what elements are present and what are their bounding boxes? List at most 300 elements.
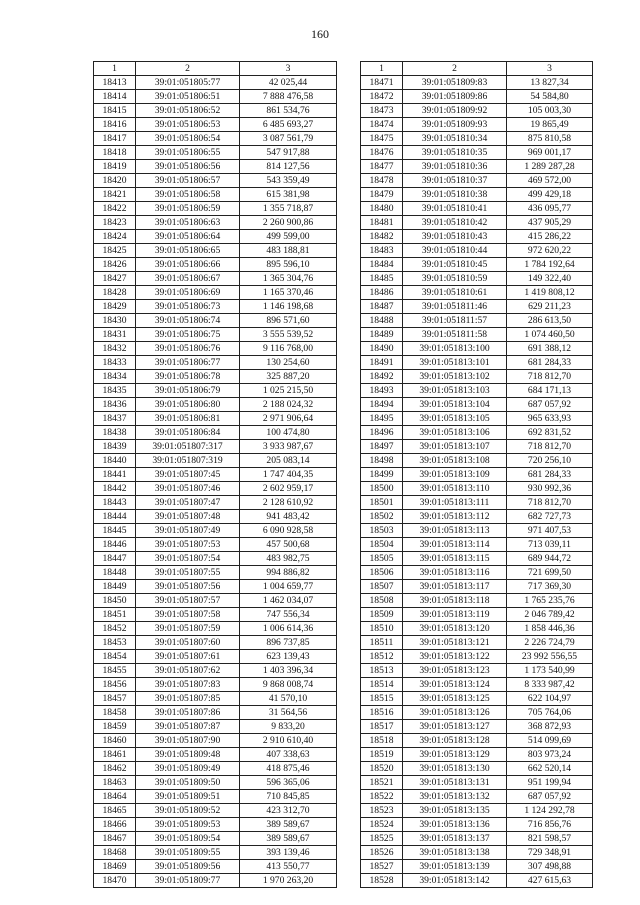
table-row <box>94 286 337 300</box>
value-cell: 1 747 404,35 <box>240 468 337 482</box>
row-number-cell: 18429 <box>94 300 136 314</box>
table-row <box>94 160 337 174</box>
value-cell: 1 173 540,99 <box>507 664 593 678</box>
cadastral-number-cell: 39:01:051813:121 <box>403 636 507 650</box>
cadastral-number-cell: 39:01:051809:50 <box>136 776 240 790</box>
row-number-cell: 18433 <box>94 356 136 370</box>
row-number-cell: 18455 <box>94 664 136 678</box>
value-cell: 469 572,00 <box>507 174 593 188</box>
cadastral-number-cell: 39:01:051807:49 <box>136 524 240 538</box>
table-row <box>94 510 337 524</box>
row-number-cell: 18522 <box>361 790 403 804</box>
left-data-table <box>93 61 337 888</box>
value-cell: 457 500,68 <box>240 538 337 552</box>
value-cell: 662 520,14 <box>507 762 593 776</box>
value-cell: 9 868 008,74 <box>240 678 337 692</box>
cadastral-number-cell: 39:01:051806:54 <box>136 132 240 146</box>
row-number-cell: 18453 <box>94 636 136 650</box>
cadastral-number-cell: 39:01:051807:45 <box>136 468 240 482</box>
table-row <box>361 566 593 580</box>
column-header-1: 1 <box>94 62 136 76</box>
row-number-cell: 18506 <box>361 566 403 580</box>
value-cell: 2 602 959,17 <box>240 482 337 496</box>
value-cell: 7 888 476,58 <box>240 90 337 104</box>
cadastral-number-cell: 39:01:051806:58 <box>136 188 240 202</box>
row-number-cell: 18442 <box>94 482 136 496</box>
value-cell: 499 429,18 <box>507 188 593 202</box>
table-row <box>94 706 337 720</box>
cadastral-number-cell: 39:01:051807:54 <box>136 552 240 566</box>
row-number-cell: 18423 <box>94 216 136 230</box>
row-number-cell: 18487 <box>361 300 403 314</box>
row-number-cell: 18481 <box>361 216 403 230</box>
row-number-cell: 18473 <box>361 104 403 118</box>
row-number-cell: 18474 <box>361 118 403 132</box>
value-cell: 1 074 460,50 <box>507 328 593 342</box>
value-cell: 895 596,10 <box>240 258 337 272</box>
row-number-cell: 18431 <box>94 328 136 342</box>
row-number-cell: 18432 <box>94 342 136 356</box>
cadastral-number-cell: 39:01:051813:125 <box>403 692 507 706</box>
table-row <box>361 608 593 622</box>
value-cell: 629 211,23 <box>507 300 593 314</box>
value-cell: 514 099,69 <box>507 734 593 748</box>
row-number-cell: 18498 <box>361 454 403 468</box>
row-number-cell: 18477 <box>361 160 403 174</box>
table-row <box>361 272 593 286</box>
table-row <box>361 524 593 538</box>
value-cell: 1 403 396,34 <box>240 664 337 678</box>
row-number-cell: 18417 <box>94 132 136 146</box>
row-number-cell: 18452 <box>94 622 136 636</box>
value-cell: 483 982,75 <box>240 552 337 566</box>
value-cell: 692 831,52 <box>507 426 593 440</box>
table-row <box>361 636 593 650</box>
value-cell: 1 858 446,36 <box>507 622 593 636</box>
table-row <box>361 454 593 468</box>
cadastral-number-cell: 39:01:051806:73 <box>136 300 240 314</box>
value-cell: 3 933 987,67 <box>240 440 337 454</box>
table-row <box>94 748 337 762</box>
row-number-cell: 18490 <box>361 342 403 356</box>
row-number-cell: 18508 <box>361 594 403 608</box>
row-number-cell: 18464 <box>94 790 136 804</box>
cadastral-number-cell: 39:01:051809:86 <box>403 90 507 104</box>
value-cell: 149 322,40 <box>507 272 593 286</box>
cadastral-number-cell: 39:01:051807:48 <box>136 510 240 524</box>
table-row <box>94 146 337 160</box>
table-row <box>94 566 337 580</box>
table-row <box>361 818 593 832</box>
row-number-cell: 18491 <box>361 356 403 370</box>
table-row <box>361 328 593 342</box>
value-cell: 54 584,80 <box>507 90 593 104</box>
table-row <box>94 314 337 328</box>
table-row <box>361 482 593 496</box>
value-cell: 615 381,98 <box>240 188 337 202</box>
cadastral-number-cell: 39:01:051809:54 <box>136 832 240 846</box>
row-number-cell: 18424 <box>94 230 136 244</box>
value-cell: 31 564,56 <box>240 706 337 720</box>
table-row <box>361 552 593 566</box>
table-row <box>361 860 593 874</box>
value-cell: 718 812,70 <box>507 370 593 384</box>
cadastral-number-cell: 39:01:051810:34 <box>403 132 507 146</box>
value-cell: 41 570,10 <box>240 692 337 706</box>
value-cell: 368 872,93 <box>507 720 593 734</box>
table-row <box>361 216 593 230</box>
row-number-cell: 18515 <box>361 692 403 706</box>
value-cell: 994 886,82 <box>240 566 337 580</box>
row-number-cell: 18440 <box>94 454 136 468</box>
row-number-cell: 18418 <box>94 146 136 160</box>
table-row <box>361 398 593 412</box>
value-cell: 8 333 987,42 <box>507 678 593 692</box>
row-number-cell: 18468 <box>94 846 136 860</box>
column-header-3: 3 <box>507 62 593 76</box>
table-row <box>94 692 337 706</box>
value-cell: 941 483,42 <box>240 510 337 524</box>
row-number-cell: 18513 <box>361 664 403 678</box>
value-cell: 2 128 610,92 <box>240 496 337 510</box>
cadastral-number-cell: 39:01:051806:74 <box>136 314 240 328</box>
value-cell: 2 971 906,64 <box>240 412 337 426</box>
value-cell: 2 046 789,42 <box>507 608 593 622</box>
row-number-cell: 18518 <box>361 734 403 748</box>
table-row <box>361 846 593 860</box>
value-cell: 717 369,30 <box>507 580 593 594</box>
cadastral-number-cell: 39:01:051806:79 <box>136 384 240 398</box>
cadastral-number-cell: 39:01:051813:112 <box>403 510 507 524</box>
table-row <box>94 860 337 874</box>
cadastral-number-cell: 39:01:051807:56 <box>136 580 240 594</box>
row-number-cell: 18434 <box>94 370 136 384</box>
row-number-cell: 18459 <box>94 720 136 734</box>
table-header-row <box>361 62 593 76</box>
value-cell: 2 226 724,79 <box>507 636 593 650</box>
value-cell: 437 905,29 <box>507 216 593 230</box>
table-row <box>94 370 337 384</box>
table-row <box>94 76 337 90</box>
table-row <box>361 314 593 328</box>
cadastral-number-cell: 39:01:051813:135 <box>403 804 507 818</box>
cadastral-number-cell: 39:01:051806:76 <box>136 342 240 356</box>
table-row <box>361 160 593 174</box>
table-row <box>361 678 593 692</box>
row-number-cell: 18444 <box>94 510 136 524</box>
cadastral-number-cell: 39:01:051806:51 <box>136 90 240 104</box>
value-cell: 1 355 718,87 <box>240 202 337 216</box>
cadastral-number-cell: 39:01:051813:119 <box>403 608 507 622</box>
cadastral-number-cell: 39:01:051813:111 <box>403 496 507 510</box>
table-row <box>361 286 593 300</box>
cadastral-number-cell: 39:01:051807:61 <box>136 650 240 664</box>
table-row <box>94 188 337 202</box>
table-row <box>361 258 593 272</box>
value-cell: 499 599,00 <box>240 230 337 244</box>
value-cell: 325 887,20 <box>240 370 337 384</box>
value-cell: 205 083,14 <box>240 454 337 468</box>
right-data-table <box>360 61 593 888</box>
table-row <box>361 622 593 636</box>
table-row <box>94 202 337 216</box>
cadastral-number-cell: 39:01:051813:107 <box>403 440 507 454</box>
value-cell: 623 139,43 <box>240 650 337 664</box>
cadastral-number-cell: 39:01:051813:137 <box>403 832 507 846</box>
value-cell: 1 365 304,76 <box>240 272 337 286</box>
cadastral-number-cell: 39:01:051807:90 <box>136 734 240 748</box>
table-row <box>94 272 337 286</box>
row-number-cell: 18454 <box>94 650 136 664</box>
table-row <box>94 398 337 412</box>
value-cell: 821 598,57 <box>507 832 593 846</box>
cadastral-number-cell: 39:01:051813:139 <box>403 860 507 874</box>
value-cell: 622 104,97 <box>507 692 593 706</box>
cadastral-number-cell: 39:01:051810:45 <box>403 258 507 272</box>
cadastral-number-cell: 39:01:051805:77 <box>136 76 240 90</box>
value-cell: 687 057,92 <box>507 398 593 412</box>
cadastral-number-cell: 39:01:051806:84 <box>136 426 240 440</box>
row-number-cell: 18485 <box>361 272 403 286</box>
cadastral-number-cell: 39:01:051807:47 <box>136 496 240 510</box>
table-row <box>361 174 593 188</box>
cadastral-number-cell: 39:01:051807:62 <box>136 664 240 678</box>
row-number-cell: 18519 <box>361 748 403 762</box>
table-row <box>361 790 593 804</box>
value-cell: 1 765 235,76 <box>507 594 593 608</box>
page-number: 160 <box>311 27 329 41</box>
cadastral-number-cell: 39:01:051806:77 <box>136 356 240 370</box>
value-cell: 100 474,80 <box>240 426 337 440</box>
cadastral-number-cell: 39:01:051810:43 <box>403 230 507 244</box>
row-number-cell: 18489 <box>361 328 403 342</box>
cadastral-number-cell: 39:01:051813:100 <box>403 342 507 356</box>
value-cell: 6 485 693,27 <box>240 118 337 132</box>
cadastral-number-cell: 39:01:051813:114 <box>403 538 507 552</box>
value-cell: 9 116 768,00 <box>240 342 337 356</box>
cadastral-number-cell: 39:01:051813:136 <box>403 818 507 832</box>
value-cell: 547 917,88 <box>240 146 337 160</box>
cadastral-number-cell: 39:01:051807:57 <box>136 594 240 608</box>
cadastral-number-cell: 39:01:051809:52 <box>136 804 240 818</box>
cadastral-number-cell: 39:01:051813:101 <box>403 356 507 370</box>
cadastral-number-cell: 39:01:051807:55 <box>136 566 240 580</box>
row-number-cell: 18505 <box>361 552 403 566</box>
cadastral-number-cell: 39:01:051806:53 <box>136 118 240 132</box>
value-cell: 3 555 539,52 <box>240 328 337 342</box>
row-number-cell: 18497 <box>361 440 403 454</box>
cadastral-number-cell: 39:01:051806:65 <box>136 244 240 258</box>
cadastral-number-cell: 39:01:051806:59 <box>136 202 240 216</box>
cadastral-number-cell: 39:01:051813:138 <box>403 846 507 860</box>
table-row <box>94 846 337 860</box>
value-cell: 1 165 370,46 <box>240 286 337 300</box>
table-row <box>361 720 593 734</box>
table-row <box>94 132 337 146</box>
value-cell: 1 004 659,77 <box>240 580 337 594</box>
cadastral-number-cell: 39:01:051813:126 <box>403 706 507 720</box>
table-row <box>94 174 337 188</box>
cadastral-number-cell: 39:01:051807:317 <box>136 440 240 454</box>
table-row <box>94 384 337 398</box>
table-row <box>94 468 337 482</box>
cadastral-number-cell: 39:01:051813:127 <box>403 720 507 734</box>
table-row <box>94 804 337 818</box>
value-cell: 415 286,22 <box>507 230 593 244</box>
row-number-cell: 18496 <box>361 426 403 440</box>
value-cell: 691 388,12 <box>507 342 593 356</box>
table-row <box>361 356 593 370</box>
row-number-cell: 18510 <box>361 622 403 636</box>
value-cell: 2 910 610,40 <box>240 734 337 748</box>
table-row <box>94 734 337 748</box>
row-number-cell: 18501 <box>361 496 403 510</box>
table-row <box>94 650 337 664</box>
row-number-cell: 18426 <box>94 258 136 272</box>
row-number-cell: 18457 <box>94 692 136 706</box>
row-number-cell: 18436 <box>94 398 136 412</box>
row-number-cell: 18503 <box>361 524 403 538</box>
cadastral-number-cell: 39:01:051813:117 <box>403 580 507 594</box>
cadastral-number-cell: 39:01:051810:41 <box>403 202 507 216</box>
table-row <box>94 104 337 118</box>
table-row <box>94 482 337 496</box>
row-number-cell: 18437 <box>94 412 136 426</box>
cadastral-number-cell: 39:01:051813:123 <box>403 664 507 678</box>
value-cell: 684 171,13 <box>507 384 593 398</box>
cadastral-number-cell: 39:01:051813:108 <box>403 454 507 468</box>
row-number-cell: 18443 <box>94 496 136 510</box>
table-row <box>94 622 337 636</box>
row-number-cell: 18512 <box>361 650 403 664</box>
row-number-cell: 18461 <box>94 748 136 762</box>
value-cell: 105 003,30 <box>507 104 593 118</box>
row-number-cell: 18507 <box>361 580 403 594</box>
cadastral-number-cell: 39:01:051813:130 <box>403 762 507 776</box>
table-row <box>361 412 593 426</box>
row-number-cell: 18500 <box>361 482 403 496</box>
row-number-cell: 18416 <box>94 118 136 132</box>
value-cell: 427 615,63 <box>507 874 593 888</box>
row-number-cell: 18463 <box>94 776 136 790</box>
value-cell: 389 589,67 <box>240 818 337 832</box>
cadastral-number-cell: 39:01:051807:59 <box>136 622 240 636</box>
value-cell: 951 199,94 <box>507 776 593 790</box>
row-number-cell: 18422 <box>94 202 136 216</box>
table-row <box>94 874 337 888</box>
cadastral-number-cell: 39:01:051807:58 <box>136 608 240 622</box>
row-number-cell: 18460 <box>94 734 136 748</box>
column-header-2: 2 <box>136 62 240 76</box>
table-row <box>94 216 337 230</box>
cadastral-number-cell: 39:01:051807:53 <box>136 538 240 552</box>
row-number-cell: 18456 <box>94 678 136 692</box>
value-cell: 969 001,17 <box>507 146 593 160</box>
cadastral-number-cell: 39:01:051807:83 <box>136 678 240 692</box>
cadastral-number-cell: 39:01:051810:38 <box>403 188 507 202</box>
row-number-cell: 18441 <box>94 468 136 482</box>
value-cell: 896 571,60 <box>240 314 337 328</box>
value-cell: 407 338,63 <box>240 748 337 762</box>
table-row <box>94 90 337 104</box>
cadastral-number-cell: 39:01:051806:64 <box>136 230 240 244</box>
value-cell: 2 260 900,86 <box>240 216 337 230</box>
cadastral-number-cell: 39:01:051813:103 <box>403 384 507 398</box>
table-row <box>94 636 337 650</box>
row-number-cell: 18428 <box>94 286 136 300</box>
value-cell: 286 613,50 <box>507 314 593 328</box>
value-cell: 729 348,91 <box>507 846 593 860</box>
row-number-cell: 18516 <box>361 706 403 720</box>
value-cell: 861 534,76 <box>240 104 337 118</box>
cadastral-number-cell: 39:01:051813:102 <box>403 370 507 384</box>
table-row <box>361 230 593 244</box>
value-cell: 3 087 561,79 <box>240 132 337 146</box>
cadastral-number-cell: 39:01:051806:56 <box>136 160 240 174</box>
value-cell: 1 462 034,07 <box>240 594 337 608</box>
row-number-cell: 18478 <box>361 174 403 188</box>
value-cell: 689 944,72 <box>507 552 593 566</box>
cadastral-number-cell: 39:01:051807:46 <box>136 482 240 496</box>
table-row <box>361 804 593 818</box>
table-row <box>361 244 593 258</box>
value-cell: 483 188,81 <box>240 244 337 258</box>
row-number-cell: 18451 <box>94 608 136 622</box>
row-number-cell: 18524 <box>361 818 403 832</box>
table-row <box>94 594 337 608</box>
table-row <box>361 664 593 678</box>
table-row <box>94 552 337 566</box>
value-cell: 9 833,20 <box>240 720 337 734</box>
table-row <box>361 132 593 146</box>
value-cell: 42 025,44 <box>240 76 337 90</box>
cadastral-number-cell: 39:01:051813:120 <box>403 622 507 636</box>
table-row <box>94 818 337 832</box>
row-number-cell: 18438 <box>94 426 136 440</box>
cadastral-number-cell: 39:01:051813:128 <box>403 734 507 748</box>
value-cell: 1 784 192,64 <box>507 258 593 272</box>
table-row <box>361 76 593 90</box>
cadastral-number-cell: 39:01:051810:61 <box>403 286 507 300</box>
table-row <box>94 244 337 258</box>
table-row <box>361 496 593 510</box>
table-row <box>361 188 593 202</box>
value-cell: 710 845,85 <box>240 790 337 804</box>
table-row <box>361 146 593 160</box>
table-row <box>361 762 593 776</box>
cadastral-number-cell: 39:01:051813:115 <box>403 552 507 566</box>
cadastral-number-cell: 39:01:051806:75 <box>136 328 240 342</box>
row-number-cell: 18419 <box>94 160 136 174</box>
cadastral-number-cell: 39:01:051810:36 <box>403 160 507 174</box>
row-number-cell: 18495 <box>361 412 403 426</box>
table-row <box>94 608 337 622</box>
row-number-cell: 18462 <box>94 762 136 776</box>
value-cell: 19 865,49 <box>507 118 593 132</box>
cadastral-number-cell: 39:01:051810:35 <box>403 146 507 160</box>
table-row <box>94 328 337 342</box>
cadastral-number-cell: 39:01:051813:113 <box>403 524 507 538</box>
column-header-3: 3 <box>240 62 337 76</box>
cadastral-number-cell: 39:01:051810:44 <box>403 244 507 258</box>
row-number-cell: 18469 <box>94 860 136 874</box>
table-row <box>94 258 337 272</box>
value-cell: 718 812,70 <box>507 496 593 510</box>
value-cell: 418 875,46 <box>240 762 337 776</box>
table-row <box>94 580 337 594</box>
value-cell: 13 827,34 <box>507 76 593 90</box>
row-number-cell: 18427 <box>94 272 136 286</box>
